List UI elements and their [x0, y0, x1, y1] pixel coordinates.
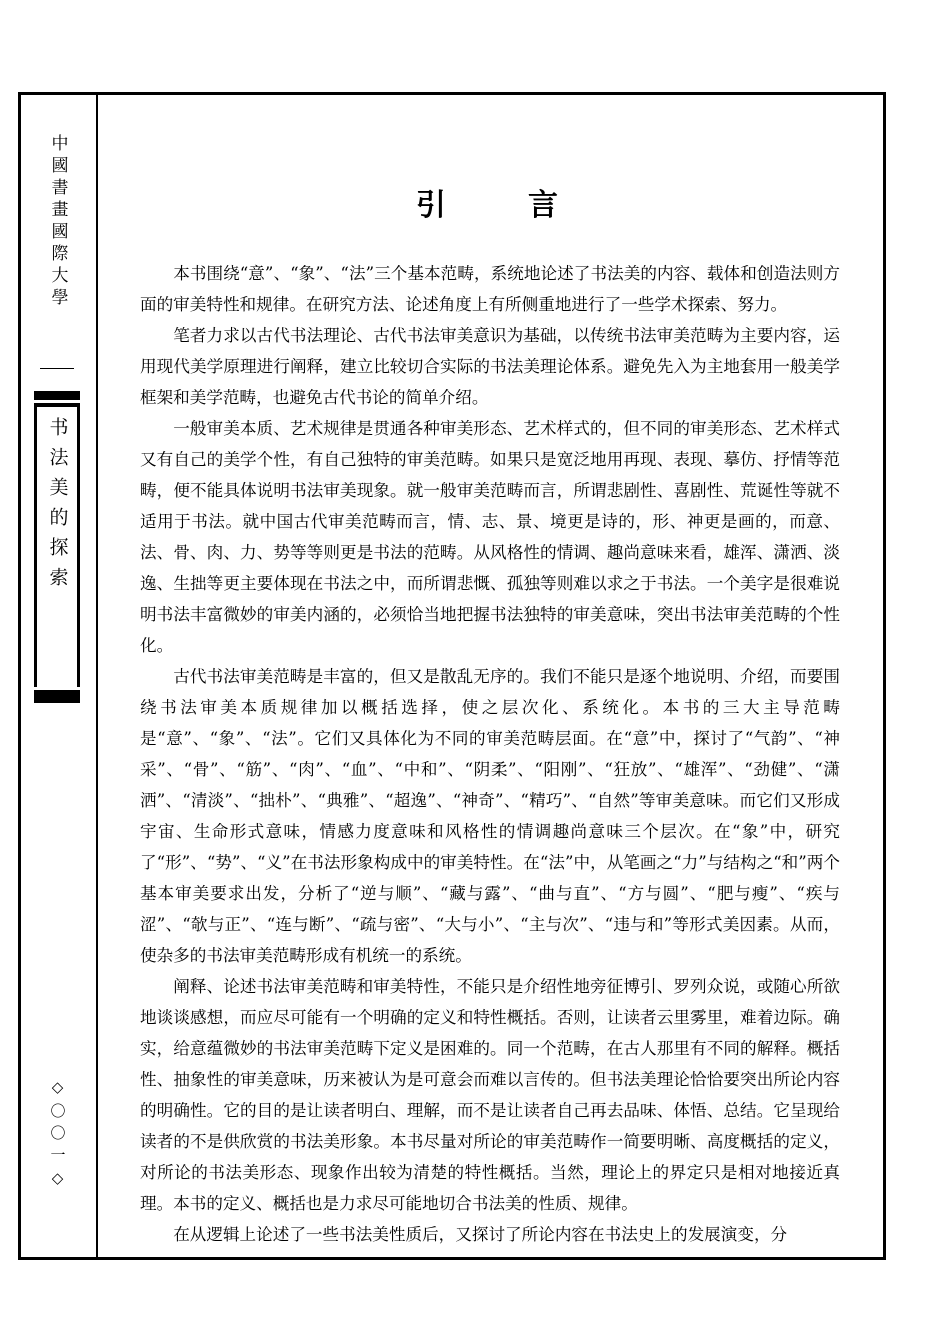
spine-divider-rule	[96, 92, 98, 1260]
paragraph: 古代书法审美范畴是丰富的，但又是散乱无序的。我们不能只是逐个地说明、介绍，而要围绕书法审美本质规律加以概括选择，使之层次化、系统化。本书的三大主导范畴是“意”、“象”、“法”。它们又具体化为不同的审美范畴层面。在“意”中，探讨了“气韵”、“神采”、“骨”、“筋”、“肉”、“血”、“中和”、“阴柔”、“阳刚”、“狂放”、“雄浑”、“劲健”、“潇洒”、“清淡”、“拙朴”、“典雅”、“超逸”、“神奇”、“精巧”、“自然”等审美意味。而它们又形成宇宙、生命形式意味，情感力度意味和风格性的情调趣尚意味三个层次。在“象”中，研究了“形”、“势”、“义”在书法形象构成中的审美特性。在“法”中，从笔画之“力”与结构之“和”两个基本审美要求出发，分析了“逆与顺”、“藏与露”、“曲与直”、“方与圆”、“肥与瘦”、“疾与涩”、“欹与正”、“连与断”、“疏与密”、“大与小”、“主与次”、“违与和”等形式美因素。从而，使杂多的书法审美范畴形成有机统一的系统。	[140, 667, 840, 965]
ornament-bar-bottom	[34, 694, 80, 703]
book-title: 书法美的探索	[46, 417, 69, 597]
ornament-body	[34, 407, 80, 687]
ornament-bar-top	[34, 391, 80, 400]
spine-hairline	[40, 368, 74, 369]
paragraph: 一般审美本质、艺术规律是贯通各种审美形态、艺术样式的，但不同的审美形态、艺术样式又有自己的美学个性，有自己独特的审美范畴。如果只是宽泛地用再现、表现、摹仿、抒情等范畴，便不能具体说明书法审美现象。就一般审美范畴而言，所谓悲剧性、喜剧性、荒诞性等就不适用于书法。就中国古代审美范畴而言，情、志、景、境更是诗的，形、神更是画的，而意、法、骨、肉、力、势等等则更是书法的范畴。从风格性的情调、趣尚意味来看，雄浑、潇洒、淡逸、生拙等更主要体现在书法之中，而所谓悲慨、孤独等则难以求之于书法。一个美字是很难说明书法丰富微妙的审美内涵的，必须恰当地把握书法独特的审美意味，突出书法审美范畴的个性化。	[140, 419, 840, 655]
university-name: 中國書畫國際大學	[47, 134, 68, 310]
document-body	[140, 150, 840, 1250]
page-title: 引 言	[416, 188, 584, 223]
paragraph: 在从逻辑上论述了一些书法美性质后，又探讨了所论内容在书法史上的发展演变，分	[173, 1225, 788, 1244]
paragraph: 笔者力求以古代书法理论、古代书法审美意识为基础，以传统书法审美范畴为主要内容，运用现代美学原理进行阐释，建立比较切合实际的书法美理论体系。避免先入为主地套用一般美学框架和美学范畴，也避免古代书论的简单介绍。	[140, 326, 840, 407]
paragraph: 阐释、论述书法审美范畴和审美特性，不能只是介绍性地旁征博引、罗列众说，或随心所欲地谈谈感想，而应尽可能有一个明确的定义和特性概括。否则，让读者云里雾里，难着边际。确实，给意蕴微妙的书法审美范畴下定义是困难的。同一个范畴，在古人那里有不同的解释。概括性、抽象性的审美意味，历来被认为是可意会而难以言传的。但书法美理论恰恰要突出所论内容的明确性。它的目的是让读者明白、理解，而不是让读者自己再去品味、体悟、总结。它呈现给读者的不是供欣赏的书法美形象。本书尽量对所论的审美范畴作一简要明晰、高度概括的定义，对所论的书法美形态、现象作出较为清楚的特性概括。当然，理论上的界定只是相对地接近真理。本书的定义、概括也是力求尽可能地切合书法美的性质、规律。	[140, 977, 840, 1213]
page-number: ◇〇〇一◇	[48, 1078, 67, 1194]
paragraph: 本书围绕“意”、“象”、“法”三个基本范畴，系统地论述了书法美的内容、载体和创造法则方面的审美特性和规律。在研究方法、论述角度上有所侧重地进行了一些学术探索、努力。	[140, 264, 840, 314]
title-ornament	[31, 391, 83, 703]
book-spine	[18, 92, 96, 1260]
